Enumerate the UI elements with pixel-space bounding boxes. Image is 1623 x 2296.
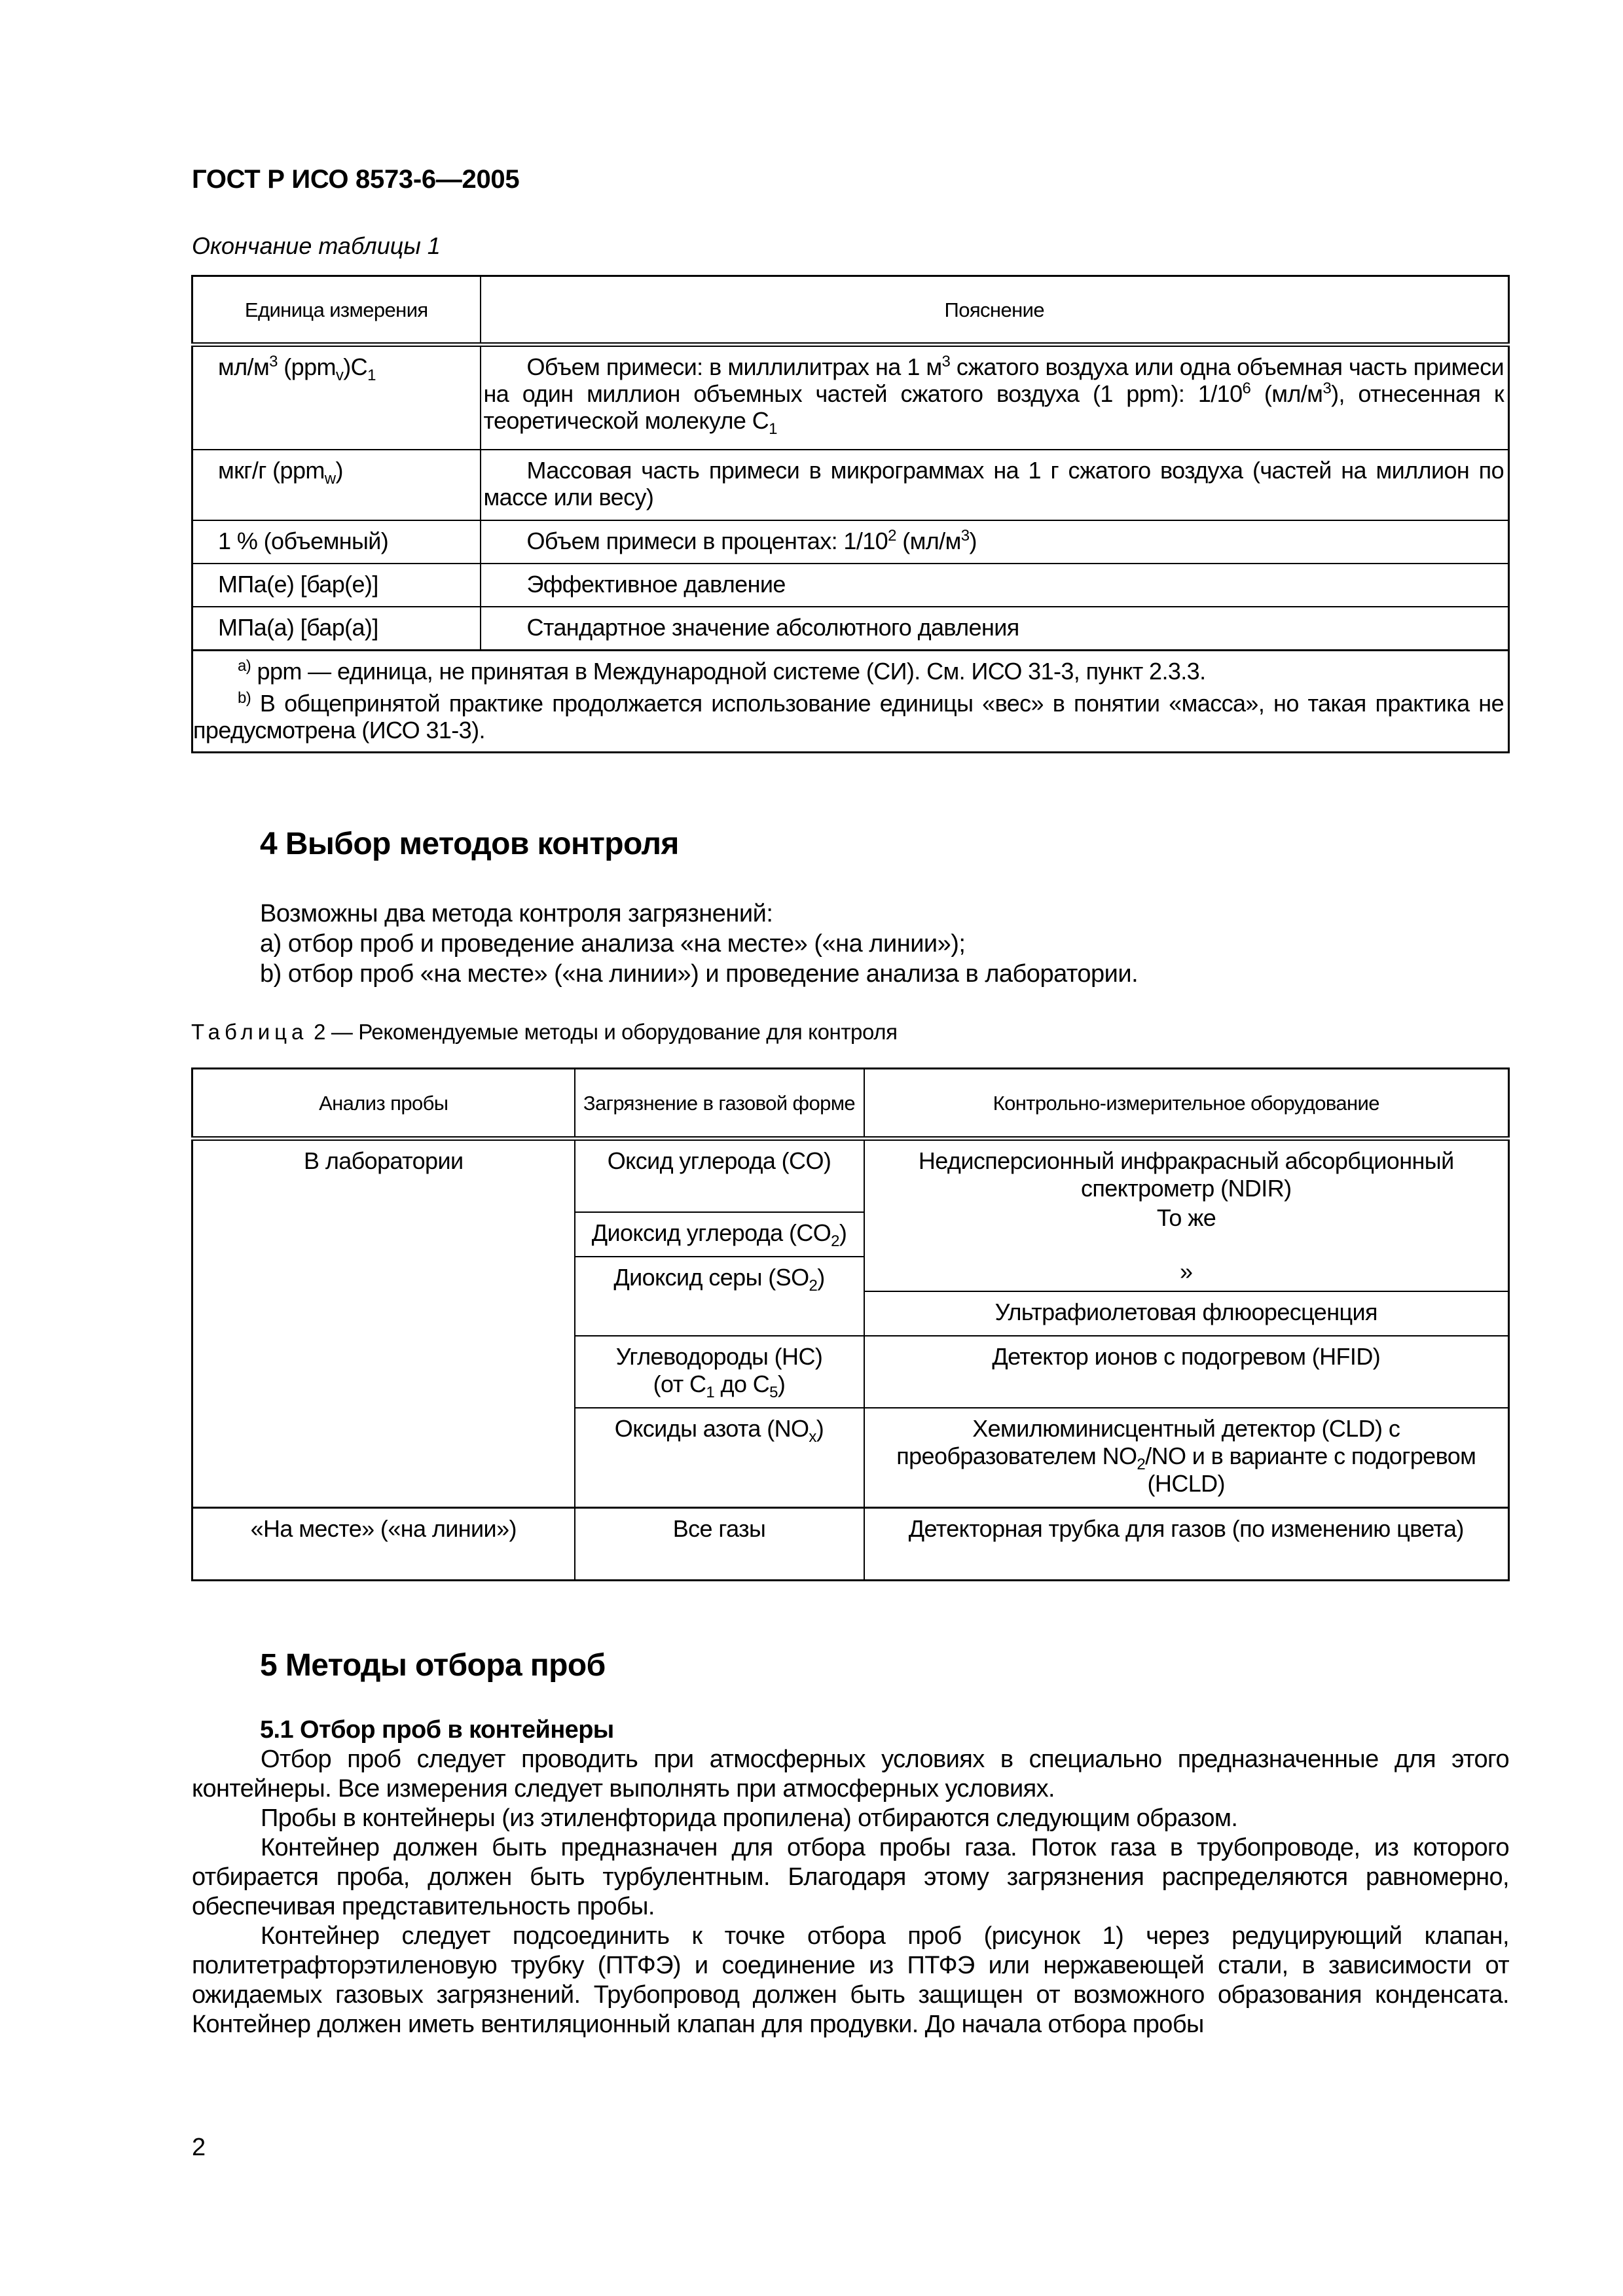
table-row [192, 607, 1509, 651]
equipment-text: /NO и в варианте с подогревом (HCLD) [1145, 1443, 1476, 1497]
explanation-text: ) [969, 528, 977, 554]
superscript: 6 [1242, 380, 1251, 397]
explanation-cell [481, 520, 1509, 564]
unit-text: ) [335, 457, 343, 484]
subscript: 2 [809, 1277, 818, 1295]
explanation-text: Объем примеси: в миллилитрах на 1 м [526, 353, 942, 380]
subscript: w [324, 470, 336, 488]
subscript: 1 [367, 367, 376, 385]
explanation-text: Стандартное значение абсолютного давления [526, 614, 1019, 641]
equipment-cell: Недисперсионный инфракрасный абсорбционный спектрометр (NDIR) [864, 1139, 1509, 1257]
pollutant-text: (от C [653, 1371, 706, 1397]
section-5-1-body [192, 1745, 1509, 2039]
caption-label: Таблица [191, 1020, 308, 1044]
section-5-1-heading: 5.1 Отбор проб в контейнеры [260, 1716, 614, 1744]
unit-text: )C [343, 353, 368, 380]
section-4-item-b: b) отбор проб «на месте» («на линии») и проведение анализа в лаборатории. [260, 960, 1139, 988]
footnote-mark: a) [238, 657, 251, 675]
table-row [192, 564, 1509, 607]
equipment-cell: Детекторная трубка для газов (по изменению цвета) [864, 1508, 1509, 1581]
pollutant-text: Диоксид углерода (CO [591, 1219, 831, 1246]
subscript: 5 [769, 1384, 778, 1402]
document-code: ГОСТ Р ИСО 8573-6—2005 [192, 165, 520, 194]
table-row [192, 450, 1509, 520]
explanation-text: сжатого воздуха или одна объемная часть примеси на один миллион объемных частей сжатого воздуха (1 ppm): 1/10 [483, 353, 1504, 407]
equipment-text: Хемилюминисцентный детектор (CLD) с преобразователем NO [896, 1415, 1400, 1469]
section-4-item-a: a) отбор проб и проведение анализа «на месте» («на линии»); [260, 930, 966, 958]
footnote-mark: b) [238, 689, 251, 707]
unit-text: мл/м [218, 353, 270, 380]
table-row [192, 1139, 1509, 1213]
paragraph: Пробы в контейнеры (из этиленфторида пропилена) отбираются следующим образом. [261, 1804, 1238, 1832]
explanation-text: Массовая часть примеси в микрограммах на 1 г сжатого воздуха (частей на миллион по массе или весу) [483, 457, 1504, 511]
equipment-cell: Детектор ионов с подогревом (HFID) [864, 1336, 1509, 1408]
table-header-row [192, 276, 1509, 345]
explanation-text: Эффективное давление [526, 571, 786, 598]
footnote-a [193, 658, 1504, 685]
column-header-unit: Единица измерения [192, 276, 481, 345]
analysis-lab-cell: В лаборатории [192, 1139, 575, 1508]
subscript: 2 [831, 1232, 839, 1251]
paragraph: Отбор проб следует проводить при атмосферных условиях в специально предназначенные для этого контейнеры. Все измерения следует выполнять при атмосферных условиях. [192, 1746, 1509, 1803]
explanation-cell [481, 564, 1509, 607]
subscript: x [809, 1428, 816, 1446]
pollutant-text: Углеводороды (HC) [615, 1343, 823, 1370]
subscript: v [335, 367, 344, 385]
equipment-same-note: То же [1156, 1204, 1216, 1231]
section-5-heading: 5 Методы отбора проб [260, 1648, 606, 1683]
superscript: 3 [960, 527, 970, 545]
column-header-pollutant: Загрязнение в газовой форме [575, 1069, 864, 1139]
superscript: 3 [941, 353, 951, 370]
unit-cell: МПа(е) [бар(е)] [192, 564, 481, 607]
section-4-heading: 4 Выбор методов контроля [260, 827, 679, 861]
pollutant-cell: Оксид углерода (CO) [575, 1139, 864, 1213]
caption-text: 2 — Рекомендуемые методы и оборудование для контроля [308, 1020, 898, 1044]
pollutant-text: ) [817, 1264, 825, 1291]
units-table [191, 275, 1510, 753]
page-number: 2 [192, 2134, 206, 2161]
unit-text: мкг/г (ppm [218, 457, 325, 484]
paragraph: Контейнер должен быть предназначен для отбора пробы газа. Поток газа в трубопроводе, из которого отбирается проба, должен быть турбулентным. Благодаря этому загрязнения распределяются равномерно, обеспечивая представительность пробы. [192, 1834, 1509, 1920]
section-4-intro: Возможны два метода контроля загрязнений: [260, 900, 773, 927]
pollutant-cell [575, 1336, 864, 1408]
table-continuation-caption: Окончание таблицы 1 [192, 232, 441, 259]
explanation-text: (мл/м [1250, 380, 1323, 407]
unit-cell [192, 450, 481, 520]
column-header-equipment: Контрольно-измерительное оборудование [864, 1069, 1509, 1139]
analysis-onsite-cell: «На месте» («на линии») [192, 1508, 575, 1581]
table-footnotes-row [192, 651, 1509, 753]
footnote-b [193, 690, 1504, 744]
equipment-cell: » [864, 1257, 1509, 1291]
superscript: 3 [1322, 380, 1332, 397]
equipment-cell: Ультрафиолетовая флюоресценция [864, 1291, 1509, 1336]
explanation-cell [481, 345, 1509, 450]
unit-cell [192, 345, 481, 450]
superscript: 2 [888, 527, 896, 545]
footnote-text: В общепринятой практике продолжается использование единицы «вес» в понятии «масса», но такая практика не предусмотрена (ИСО 31-3). [193, 690, 1504, 744]
table-header-row [192, 1069, 1509, 1139]
pollutant-text: Оксиды азота (NO [614, 1415, 809, 1442]
unit-cell: МПа(a) [бар(a)] [192, 607, 481, 651]
pollutant-text: ) [839, 1219, 847, 1246]
superscript: 3 [269, 353, 278, 370]
table-2-caption [191, 1020, 898, 1045]
subscript: 2 [1137, 1456, 1146, 1474]
subscript: 1 [706, 1384, 715, 1402]
pollutant-text: ) [777, 1371, 786, 1397]
explanation-text: ), отнесенная к теоретической молекуле C [483, 380, 1504, 434]
table-row [192, 345, 1509, 450]
column-header-explanation: Пояснение [481, 276, 1509, 345]
subscript: 1 [769, 420, 777, 439]
explanation-text: (мл/м [896, 528, 961, 554]
unit-text: (ppm [277, 353, 336, 380]
equipment-cell [864, 1408, 1509, 1508]
pollutant-cell [575, 1257, 864, 1336]
pollutant-text: Диоксид серы (SO [613, 1264, 809, 1291]
explanation-cell [481, 450, 1509, 520]
pollutant-cell [575, 1408, 864, 1508]
explanation-cell [481, 607, 1509, 651]
footnote-text: ppm — единица, не принятая в Международной системе (СИ). См. ИСО 31-3, пункт 2.3.3. [251, 658, 1206, 685]
explanation-text: Объем примеси в процентах: 1/10 [526, 528, 888, 554]
paragraph: Контейнер следует подсоединить к точке отбора проб (рисунок 1) через редуцирующий клапан, политетрафторэтиленовую трубку (ПТФЭ) и соединение из ПТФЭ или нержавеющей стали, в зависимости от ожидаемых газовых загрязнений. Трубопровод должен быть защищен от возможного образования конденсата. Контейнер должен иметь вентиляционный клапан для продувки. До начала отбора пробы [192, 1922, 1509, 2038]
unit-cell: 1 % (объемный) [192, 520, 481, 564]
column-header-analysis: Анализ пробы [192, 1069, 575, 1139]
pollutant-text: ) [816, 1415, 824, 1442]
table-footnotes [192, 651, 1509, 753]
pollutant-text: до C [714, 1371, 770, 1397]
table-row [192, 520, 1509, 564]
table-row [192, 1508, 1509, 1581]
pollutant-cell: Все газы [575, 1508, 864, 1581]
methods-table [191, 1067, 1510, 1581]
pollutant-cell [575, 1212, 864, 1257]
